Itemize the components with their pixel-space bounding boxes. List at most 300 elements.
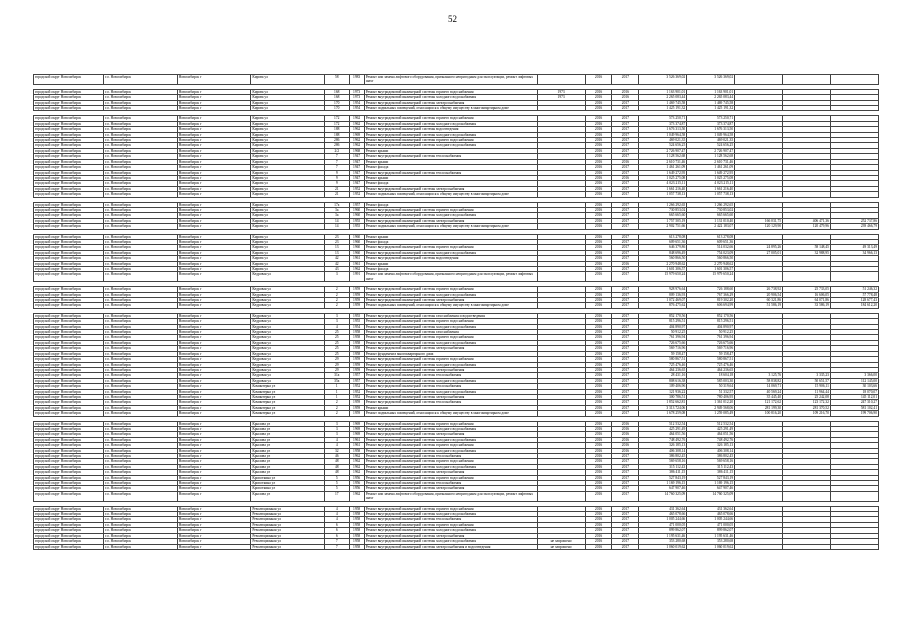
cell-year-end: 2017: [612, 143, 639, 148]
cell-settlement: Новосибирск г: [177, 95, 251, 100]
cell-sum-a: 469 021,35: [687, 138, 735, 143]
cell-year-end: 2017: [612, 116, 639, 121]
cell-city: г.о. Новосибирск: [104, 533, 178, 538]
cell-district: городской округ Новосибирск: [34, 207, 104, 212]
cell-year-end: 2017: [612, 378, 639, 383]
cell-house: 5: [324, 481, 349, 486]
cell-sum-a: 2 949 568,06: [687, 405, 735, 410]
cell-sum-a: 464 236,65: [687, 367, 735, 372]
cell-district: городской округ Новосибирск: [34, 517, 104, 522]
cell-work: Ремонт внутридомовой инженерной системы горячего водоснабжения: [364, 522, 537, 527]
cell-total-cost: 725 476,46: [639, 362, 687, 367]
cell-sum-b: 51 586,19: [735, 303, 783, 308]
cell-work: Ремонт фасада: [364, 239, 537, 244]
cell-work: Ремонт внутридомовой инженерной системы холодного водоснабжения: [364, 528, 537, 533]
cell-city: г.о. Новосибирск: [104, 367, 178, 372]
page-number: 52: [448, 14, 457, 24]
cell-house: 172: [324, 121, 349, 126]
cell-year-end: 2017: [612, 454, 639, 459]
cell-year-start: 2016: [585, 389, 612, 394]
cell-house: 6: [324, 522, 349, 527]
cell-year-start: 2016: [585, 175, 612, 180]
cell-sum-a: 326 185,13: [687, 443, 735, 448]
table-row: [34, 75, 879, 85]
cell-settlement: Новосибирск г: [177, 340, 251, 345]
cell-house: 2: [324, 287, 349, 292]
cell-work: Ремонт внутридомовой инженерной системы холодного водоснабжения: [364, 389, 537, 394]
cell-year-end: 2017: [612, 313, 639, 318]
cell-street: Кирова ул: [251, 267, 325, 272]
cell-year: 1952: [349, 192, 364, 197]
cell-year: 1954: [349, 106, 364, 111]
cell-year-start: 2016: [585, 75, 612, 85]
cell-sum-a: 748 492,76: [687, 437, 735, 442]
cell-year-start: 2016: [585, 89, 612, 94]
cell-district: городской округ Новосибирск: [34, 75, 104, 85]
cell-sum-a: 386 802,45: [687, 454, 735, 459]
cell-work: Ремонт подвальных помещений, относящихся к общему имуществу в многоквартирном доме: [364, 106, 537, 111]
cell-sum-a: 1 266 292,65: [687, 202, 735, 207]
cell-sum-c: 25 242,08: [783, 394, 831, 399]
cell-sum-a: 386 411,15: [687, 470, 735, 475]
cell-total-cost: 1 049 964,58: [639, 132, 687, 137]
cell-work: Ремонт подвальных помещений, относящихся к общему имуществу в многоквартирном доме: [364, 192, 537, 197]
cell-sum-c: 281 370,52: [783, 405, 831, 410]
cell-year-end: 2017: [612, 75, 639, 85]
cell-year-start: 2016: [585, 357, 612, 362]
cell-year: 1947: [349, 159, 364, 164]
cell-district: городской округ Новосибирск: [34, 159, 104, 164]
cell-total-cost: 15 979 650,24: [639, 272, 687, 282]
cell-year-end: 2017: [612, 121, 639, 126]
cell-street: Кедровая ул: [251, 378, 325, 383]
cell-street: Кирова ул: [251, 143, 325, 148]
cell-year: 1958: [349, 539, 364, 544]
cell-work: Ремонт внутридомовой инженерной системы теплоснабжения: [364, 400, 537, 405]
cell-year: 1958: [349, 506, 364, 511]
cell-sum-d: 247 310,27: [830, 400, 878, 405]
cell-year: 1958: [349, 544, 364, 549]
cell-city: г.о. Новосибирск: [104, 470, 178, 475]
cell-settlement: Новосибирск г: [177, 239, 251, 244]
cell-work: Ремонт внутридомовой инженерной системы газоснабжения: [364, 330, 537, 335]
cell-sum-a: 1 005 244,66: [687, 517, 735, 522]
cell-district: городской округ Новосибирск: [34, 138, 104, 143]
cell-house: 286: [324, 138, 349, 143]
cell-house: 6: [324, 528, 349, 533]
cell-sum-a: 2 610 731,46: [687, 159, 735, 164]
cell-sum-a: 2 270 948,62: [687, 261, 735, 266]
cell-year: 1959: [349, 287, 364, 292]
cell-year-end: 2017: [612, 512, 639, 517]
cell-total-cost: 2 902 751,66: [639, 224, 687, 229]
cell-sum-a: 815 296,51: [687, 319, 735, 324]
cell-house: 1: [324, 384, 349, 389]
cell-year-start: 2016: [585, 319, 612, 324]
cell-year: 1969: [349, 421, 364, 426]
cell-total-cost: 730 853,02: [639, 207, 687, 212]
cell-total-cost: 3 313 724,06: [639, 405, 687, 410]
cell-work: Ремонт внутридомовой инженерной системы горячего водоснабжения: [364, 207, 537, 212]
cell-settlement: Новосибирск г: [177, 470, 251, 475]
capital-repair-table: [33, 74, 879, 550]
cell-sum-a: 524 656,25: [687, 143, 735, 148]
cell-house: 168: [324, 95, 349, 100]
cell-year-start: 2016: [585, 528, 612, 533]
cell-settlement: Новосибирск г: [177, 432, 251, 437]
cell-total-cost: 1 025 275,08: [639, 175, 687, 180]
cell-city: г.о. Новосибирск: [104, 340, 178, 345]
cell-sum-a: 585 003,30: [687, 378, 735, 383]
cell-work: Ремонт внутридомовой инженерной системы горячего водоснабжения: [364, 421, 537, 426]
cell-street: Кедровая ул: [251, 346, 325, 351]
cell-city: г.о. Новосибирск: [104, 394, 178, 399]
cell-city: г.о. Новосибирск: [104, 400, 178, 405]
cell-city: г.о. Новосибирск: [104, 175, 178, 180]
cell-street: Кирова ул: [251, 256, 325, 261]
cell-total-cost: 1 461 261,09: [639, 165, 687, 170]
cell-total-cost: 665 665,60: [639, 213, 687, 218]
cell-settlement: Новосибирск г: [177, 486, 251, 491]
cell-year-end: 2017: [612, 346, 639, 351]
cell-year-end: 2017: [612, 459, 639, 464]
cell-total-cost: 613 278,08: [639, 234, 687, 239]
cell-year-start: 2016: [585, 330, 612, 335]
cell-street: Крылова ул: [251, 437, 325, 442]
cell-sum-d: 128 677,43: [830, 298, 878, 303]
cell-year-end: 2017: [612, 357, 639, 362]
cell-year-start: 2016: [585, 292, 612, 297]
cell-sum-a: 15 979 650,24: [687, 272, 735, 282]
cell-year-end: 2017: [612, 303, 639, 308]
cell-total-cost: 1 072 469,07: [639, 298, 687, 303]
cell-sum-c: 50 651,57: [783, 378, 831, 383]
table-row: [34, 544, 879, 549]
cell-settlement: Новосибирск г: [177, 250, 251, 255]
cell-work: Ремонт внутридомовой инженерной системы теплоснабжения: [364, 517, 537, 522]
cell-year-end: 2017: [612, 245, 639, 250]
cell-year-end: 2017: [612, 367, 639, 372]
cell-settlement: Новосибирск г: [177, 207, 251, 212]
cell-house: 2: [324, 400, 349, 405]
cell-work: Ремонт внутридомовой инженерной системы холодного водоснабжения: [364, 512, 537, 517]
cell-street: Крылова ул: [251, 421, 325, 426]
cell-district: городской округ Новосибирск: [34, 367, 104, 372]
cell-district: городской округ Новосибирск: [34, 506, 104, 511]
cell-house: 25: [324, 351, 349, 356]
cell-settlement: Новосибирск г: [177, 89, 251, 94]
cell-street: Кирова ул: [251, 181, 325, 186]
cell-year: 1961: [349, 256, 364, 261]
cell-work: Ремонт внутридомовой инженерной системы водоотведения: [364, 256, 537, 261]
cell-street: Кирова ул: [251, 207, 325, 212]
cell-total-cost: 386 411,15: [639, 470, 687, 475]
cell-year-end: 2017: [612, 411, 639, 416]
cell-street: Кирова ул: [251, 89, 325, 94]
cell-street: Крылова ул: [251, 459, 325, 464]
cell-settlement: Новосибирск г: [177, 298, 251, 303]
cell-sum-a: 726 675,66: [687, 340, 735, 345]
cell-sum-c: 109 216,70: [783, 411, 831, 416]
cell-settlement: Новосибирск г: [177, 313, 251, 318]
cell-settlement: Новосибирск г: [177, 213, 251, 218]
cell-district: городской округ Новосибирск: [34, 459, 104, 464]
cell-street: Кирова ул: [251, 106, 325, 111]
cell-total-cost: 315 112,43: [639, 464, 687, 469]
cell-total-cost: 1 195 631,46: [639, 533, 687, 538]
cell-year: 1959: [349, 298, 364, 303]
cell-house: 17: [324, 491, 349, 501]
cell-work: Ремонт внутридомовой инженерной системы горячего водоснабжения: [364, 287, 537, 292]
cell-sum-a: 1 425 191,32: [687, 106, 735, 111]
cell-city: г.о. Новосибирск: [104, 148, 178, 153]
cell-work: Ремонт внутридомовой инженерной системы электроснабжения: [364, 298, 537, 303]
cell-street: Коминтерна ул: [251, 400, 325, 405]
cell-work: Ремонт внутридомовой инженерной системы теплоснабжения: [364, 481, 537, 486]
cell-district: городской округ Новосибирск: [34, 272, 104, 282]
cell-district: городской округ Новосибирск: [34, 454, 104, 459]
cell-street: Коминтерна ул: [251, 384, 325, 389]
cell-settlement: Новосибирск г: [177, 186, 251, 191]
cell-year-start: 2016: [585, 213, 612, 218]
cell-sum-a: 1 195 631,46: [687, 533, 735, 538]
cell-year: 1957: [349, 378, 364, 383]
cell-sum-b: 40 569,24: [735, 389, 783, 394]
cell-city: г.о. Новосибирск: [104, 475, 178, 480]
cell-house: 25: [324, 346, 349, 351]
cell-sum-a: 819 302,20: [687, 298, 735, 303]
cell-sum-d: 30 103,66: [830, 384, 878, 389]
cell-sum-d: 34 966,13: [830, 250, 878, 255]
cell-year-start: 2016: [585, 459, 612, 464]
cell-year: 1952: [349, 384, 364, 389]
cell-year-end: 2017: [612, 405, 639, 410]
cell-work: Ремонт внутридомовой инженерной системы электроснабжения и водоотведения: [364, 544, 537, 549]
cell-sum-a: 1 131 010,40: [687, 218, 735, 223]
cell-house: 3а: [324, 213, 349, 218]
cell-house: 32: [324, 448, 349, 453]
cell-city: г.о. Новосибирск: [104, 267, 178, 272]
cell-district: городской округ Новосибирск: [34, 340, 104, 345]
cell-district: городской округ Новосибирск: [34, 362, 104, 367]
cell-settlement: Новосибирск г: [177, 475, 251, 480]
cell-house: 2: [324, 411, 349, 416]
cell-house: 25: [324, 335, 349, 340]
cell-city: г.о. Новосибирск: [104, 432, 178, 437]
cell-sum-a: 1 361 012,20: [687, 400, 735, 405]
cell-sum-b: 27 005,01: [735, 250, 783, 255]
cell-settlement: Новосибирск г: [177, 443, 251, 448]
cell-sum-d: 199 706,90: [830, 411, 878, 416]
cell-year-start: 2016: [585, 127, 612, 132]
cell-total-cost: 1 425 191,32: [639, 106, 687, 111]
cell-year: 1958: [349, 448, 364, 453]
cell-year: 1959: [349, 400, 364, 405]
cell-year-start: 2016: [585, 261, 612, 266]
cell-year-end: 2017: [612, 464, 639, 469]
cell-district: городской округ Новосибирск: [34, 234, 104, 239]
cell-sum-a: 1 661 216,40: [687, 186, 735, 191]
cell-total-cost: 1 649 272,95: [639, 170, 687, 175]
cell-district: городской округ Новосибирск: [34, 378, 104, 383]
cell-sum-b: 166 031,75: [735, 218, 783, 223]
cell-house: 3: [324, 432, 349, 437]
cell-year: 1960: [349, 234, 364, 239]
cell-year-start: 2016: [585, 154, 612, 159]
cell-sum-b: [735, 544, 783, 549]
cell-work: Ремонт внутридомовой инженерной системы горячего водоснабжения: [364, 89, 537, 94]
cell-street: Кропоткина ул: [251, 475, 325, 480]
cell-settlement: Новосибирск г: [177, 175, 251, 180]
cell-settlement: Новосибирск г: [177, 528, 251, 533]
cell-street: Кирова ул: [251, 261, 325, 266]
cell-year: 1991: [349, 272, 364, 282]
cell-street: Революционная ул: [251, 522, 325, 527]
cell-sum-a: 527 843,19: [687, 475, 735, 480]
cell-year-start: 2016: [585, 454, 612, 459]
cell-city: г.о. Новосибирск: [104, 192, 178, 197]
cell-total-cost: 404 890,97: [639, 324, 687, 329]
cell-house: 43: [324, 267, 349, 272]
cell-year-start: 2016: [585, 298, 612, 303]
cell-settlement: Новосибирск г: [177, 517, 251, 522]
cell-city: г.о. Новосибирск: [104, 256, 178, 261]
cell-sum-a: 1 060 019,62: [687, 544, 735, 549]
cell-total-cost: 14 760 325,09: [639, 491, 687, 501]
cell-settlement: Новосибирск г: [177, 287, 251, 292]
cell-city: г.о. Новосибирск: [104, 234, 178, 239]
cell-settlement: Новосибирск г: [177, 373, 251, 378]
cell-house: 2: [324, 292, 349, 297]
cell-sum-d: 184 612,20: [830, 303, 878, 308]
cell-city: г.о. Новосибирск: [104, 250, 178, 255]
cell-city: г.о. Новосибирск: [104, 506, 178, 511]
cell-district: городской округ Новосибирск: [34, 239, 104, 244]
cell-year-start: 2016: [585, 335, 612, 340]
cell-total-cost: 3 526 369,02: [639, 75, 687, 85]
cell-sum-a: 725 476,46: [687, 362, 735, 367]
cell-year: 1959: [349, 405, 364, 410]
cell-year-start: 2016: [585, 426, 612, 431]
cell-city: г.о. Новосибирск: [104, 202, 178, 207]
cell-material: [537, 491, 585, 501]
cell-sum-a: 852 170,56: [687, 313, 735, 318]
cell-district: городской округ Новосибирск: [34, 373, 104, 378]
cell-house: 23: [324, 234, 349, 239]
cell-street: Коминтерна ул: [251, 411, 325, 416]
cell-sum-a: 59 158,47: [687, 351, 735, 356]
cell-year: 1955: [349, 218, 364, 223]
cell-street: Кирова ул: [251, 121, 325, 126]
cell-settlement: Новосибирск г: [177, 367, 251, 372]
cell-year: 1958: [349, 340, 364, 345]
cell-total-cost: 809 136,93: [639, 292, 687, 297]
cell-street: Крылова ул: [251, 432, 325, 437]
cell-district: городской округ Новосибирск: [34, 486, 104, 491]
cell-street: Кедровая ул: [251, 362, 325, 367]
cell-city: г.о. Новосибирск: [104, 544, 178, 549]
cell-year-start: 2016: [585, 539, 612, 544]
cell-city: г.о. Новосибирск: [104, 116, 178, 121]
cell-total-cost: 406 308,14: [639, 448, 687, 453]
cell-city: г.о. Новосибирск: [104, 154, 178, 159]
cell-house: 29: [324, 357, 349, 362]
cell-settlement: Новосибирск г: [177, 202, 251, 207]
cell-house: 170: [324, 100, 349, 105]
cell-year-end: 2016: [612, 448, 639, 453]
cell-street: Кирова ул: [251, 159, 325, 164]
cell-house: 35а: [324, 378, 349, 383]
cell-city: г.о. Новосибирск: [104, 218, 178, 223]
cell-work: Ремонт внутридомовой инженерной системы теплоснабжения: [364, 154, 537, 159]
cell-house: 13: [324, 250, 349, 255]
cell-house: 2/2: [324, 148, 349, 153]
cell-total-cost: 50 912,25: [639, 330, 687, 335]
cell-year-start: 2016: [585, 378, 612, 383]
cell-city: г.о. Новосибирск: [104, 181, 178, 186]
cell-year-start: 2016: [585, 138, 612, 143]
cell-district: городской округ Новосибирск: [34, 491, 104, 501]
cell-settlement: Новосибирск г: [177, 491, 251, 501]
cell-total-cost: 569 716,96: [639, 346, 687, 351]
cell-year: 1961: [349, 437, 364, 442]
cell-sum-b: 60 321,86: [735, 298, 783, 303]
cell-year: 1962: [349, 267, 364, 272]
cell-year-end: 2017: [612, 292, 639, 297]
cell-house: 3: [324, 421, 349, 426]
cell-street: Кирова ул: [251, 100, 325, 105]
cell-house: 2: [324, 298, 349, 303]
cell-sum-d: 49 313,49: [830, 245, 878, 250]
cell-street: Кедровая ул: [251, 292, 325, 297]
cell-settlement: Новосибирск г: [177, 384, 251, 389]
cell-house: 7: [324, 539, 349, 544]
cell-sum-b: 58 838,82: [735, 378, 783, 383]
cell-street: Революционная ул: [251, 506, 325, 511]
cell-year: 1962: [349, 464, 364, 469]
cell-work: Ремонт внутридомовой инженерной системы электроснабжения: [364, 486, 537, 491]
cell-house: 4: [324, 324, 349, 329]
cell-year: 1958: [349, 351, 364, 356]
cell-district: городской округ Новосибирск: [34, 351, 104, 356]
cell-settlement: Новосибирск г: [177, 245, 251, 250]
cell-street: Кедровая ул: [251, 330, 325, 335]
cell-material: [537, 272, 585, 282]
cell-year: 1973: [349, 89, 364, 94]
cell-year: 1973: [349, 95, 364, 100]
cell-city: г.о. Новосибирск: [104, 357, 178, 362]
cell-year-start: 2016: [585, 170, 612, 175]
cell-settlement: Новосибирск г: [177, 378, 251, 383]
cell-year-end: 2017: [612, 481, 639, 486]
cell-settlement: Новосибирск г: [177, 116, 251, 121]
cell-street: Кедровая ул: [251, 335, 325, 340]
cell-year-end: 2017: [612, 330, 639, 335]
cell-settlement: Новосибирск г: [177, 256, 251, 261]
cell-city: г.о. Новосибирск: [104, 426, 178, 431]
cell-settlement: Новосибирск г: [177, 261, 251, 266]
cell-district: городской округ Новосибирск: [34, 245, 104, 250]
cell-year: 1962: [349, 470, 364, 475]
cell-year-start: 2016: [585, 245, 612, 250]
cell-year-start: 2016: [585, 346, 612, 351]
cell-year: 1959: [349, 357, 364, 362]
cell-work: Ремонт внутридомовой инженерной системы холодного водоснабжения: [364, 143, 537, 148]
cell-district: городской округ Новосибирск: [34, 170, 104, 175]
cell-district: городской округ Новосибирск: [34, 528, 104, 533]
cell-total-cost: 527 843,19: [639, 475, 687, 480]
cell-street: Кирова ул: [251, 213, 325, 218]
